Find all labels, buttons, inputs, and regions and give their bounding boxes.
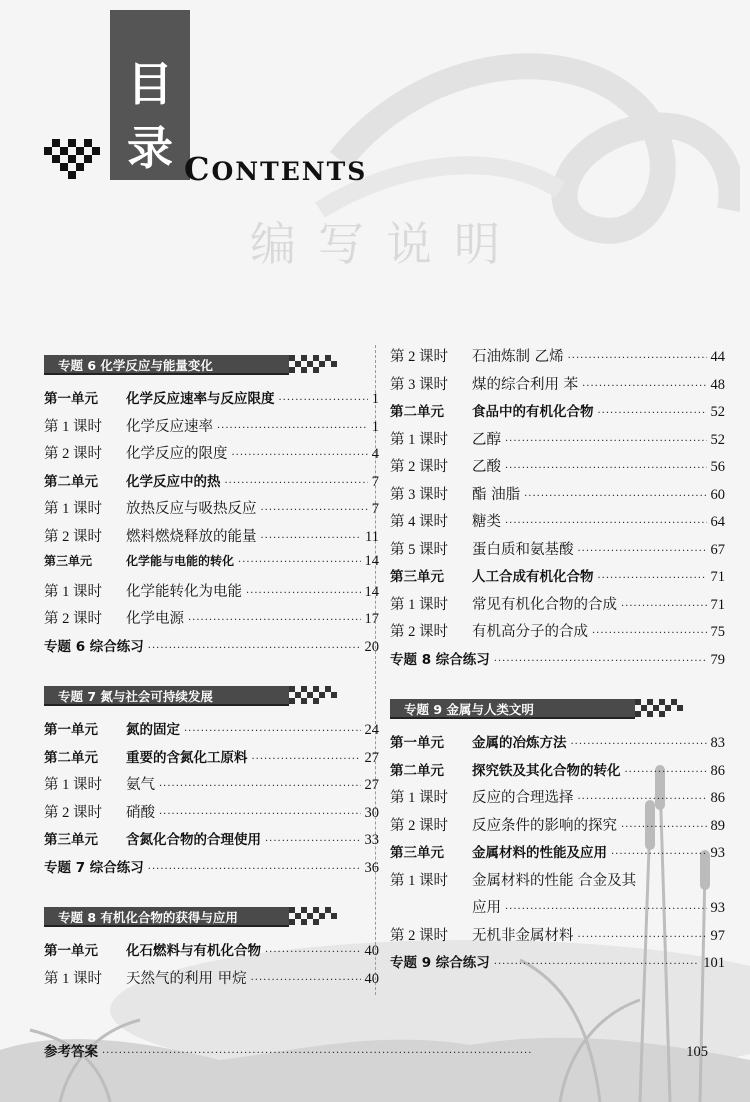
toc-row[interactable]: 第 1 课时 反应的合理选择 ····· 86: [390, 786, 725, 814]
toc-row-summary[interactable]: 专题 8 综合练习 ····· 79: [390, 648, 725, 676]
title-char-mu: 目: [127, 57, 173, 111]
checker-strip-icon: [635, 697, 695, 719]
toc-row[interactable]: 第二单元 重要的含氮化工原料 ····· 27: [44, 746, 379, 774]
topic-header-8: 专题 8 有机化合物的获得与应用: [44, 903, 379, 925]
toc-row[interactable]: 第 1 课时 化学能转化为电能 ····· 14: [44, 580, 379, 608]
toc-row-summary[interactable]: 专题 6 综合练习 ····· 20: [44, 635, 379, 663]
toc-row[interactable]: 第 2 课时 乙酸 ····· 56: [390, 455, 725, 483]
watermark-text: 编写说明: [250, 217, 522, 271]
toc-row[interactable]: 第二单元 化学反应中的热 ····· 7: [44, 470, 379, 498]
checker-strip-icon: [289, 684, 349, 706]
topic-header-9: 专题 9 金属与人类文明: [390, 695, 725, 717]
toc-row[interactable]: 第三单元 人工合成有机化合物 ····· 71: [390, 565, 725, 593]
contents-heading: CONTENTS: [184, 150, 368, 188]
toc-row-answers[interactable]: 参考答案 ····· 105: [44, 1040, 708, 1064]
toc-row[interactable]: 第一单元 氮的固定 ····· 24: [44, 718, 379, 746]
toc-row[interactable]: 第 2 课时 燃料燃烧释放的能量 ····· 11: [44, 525, 379, 553]
checker-strip-icon: [289, 353, 349, 375]
toc-row[interactable]: 第三单元 化学能与电能的转化 ····· 14: [44, 552, 379, 580]
topic-header-6: 专题 6 化学反应与能量变化: [44, 351, 379, 373]
toc-row[interactable]: 第一单元 化石燃料与有机化合物 ····· 40: [44, 939, 379, 967]
toc-row[interactable]: 第 1 课时 放热反应与吸热反应 ····· 7: [44, 497, 379, 525]
checker-strip-icon: [289, 905, 349, 927]
toc-row[interactable]: 第 2 课时 石油炼制 乙烯 ····· 44: [390, 345, 725, 373]
topic-header-7: 专题 7 氮与社会可持续发展: [44, 682, 379, 704]
left-column: [44, 345, 379, 994]
answers-row: [44, 1040, 708, 1064]
toc-row[interactable]: 第 1 课时 常见有机化合物的合成 ····· 71: [390, 593, 725, 621]
toc-row[interactable]: 第 2 课时 化学反应的限度 ····· 4: [44, 442, 379, 470]
toc-row[interactable]: 第 2 课时 硝酸 ····· 30: [44, 801, 379, 829]
toc-row[interactable]: 第 1 课时 氨气 ····· 27: [44, 773, 379, 801]
toc-row[interactable]: 第三单元 金属材料的性能及应用 ····· 93: [390, 841, 725, 869]
toc-row[interactable]: 第二单元 探究铁及其化合物的转化 ····· 86: [390, 759, 725, 787]
toc-row[interactable]: 第 2 课时 化学电源 ····· 17: [44, 607, 379, 635]
toc-row-summary[interactable]: 专题 7 综合练习 ····· 36: [44, 856, 379, 884]
toc-row[interactable]: 第 2 课时 有机高分子的合成 ····· 75: [390, 620, 725, 648]
right-column: [390, 345, 725, 979]
toc-row-continuation[interactable]: 应用 ····· 93: [390, 896, 725, 924]
toc-row[interactable]: 第三单元 含氮化合物的合理使用 ····· 33: [44, 828, 379, 856]
toc-row[interactable]: 第 2 课时 无机非金属材料 ····· 97: [390, 924, 725, 952]
title-char-lu: 录: [127, 121, 173, 175]
toc-row[interactable]: 第 5 课时 蛋白质和氨基酸 ····· 67: [390, 538, 725, 566]
toc-row[interactable]: 第 1 课时 天然气的利用 甲烷 ····· 40: [44, 967, 379, 995]
toc-row[interactable]: 第 2 课时 反应条件的影响的探究 ····· 89: [390, 814, 725, 842]
toc-row[interactable]: 第 1 课时 化学反应速率 ····· 1: [44, 415, 379, 443]
toc-row[interactable]: 第 1 课时 金属材料的性能 合金及其: [390, 872, 637, 889]
checker-pattern-icon: [44, 133, 100, 179]
toc-row[interactable]: 第 4 课时 糖类 ····· 64: [390, 510, 725, 538]
toc-row[interactable]: 第 3 课时 煤的综合利用 苯 ····· 48: [390, 373, 725, 401]
toc-row[interactable]: 第一单元 金属的冶炼方法 ····· 83: [390, 731, 725, 759]
toc-row[interactable]: 第一单元 化学反应速率与反应限度 ····· 1: [44, 387, 379, 415]
toc-row[interactable]: 第二单元 食品中的有机化合物 ····· 52: [390, 400, 725, 428]
toc-row[interactable]: 第 3 课时 酯 油脂 ····· 60: [390, 483, 725, 511]
toc-row-summary[interactable]: 专题 9 综合练习 ····· 101: [390, 951, 725, 979]
toc-row[interactable]: 第 1 课时 乙醇 ····· 52: [390, 428, 725, 456]
